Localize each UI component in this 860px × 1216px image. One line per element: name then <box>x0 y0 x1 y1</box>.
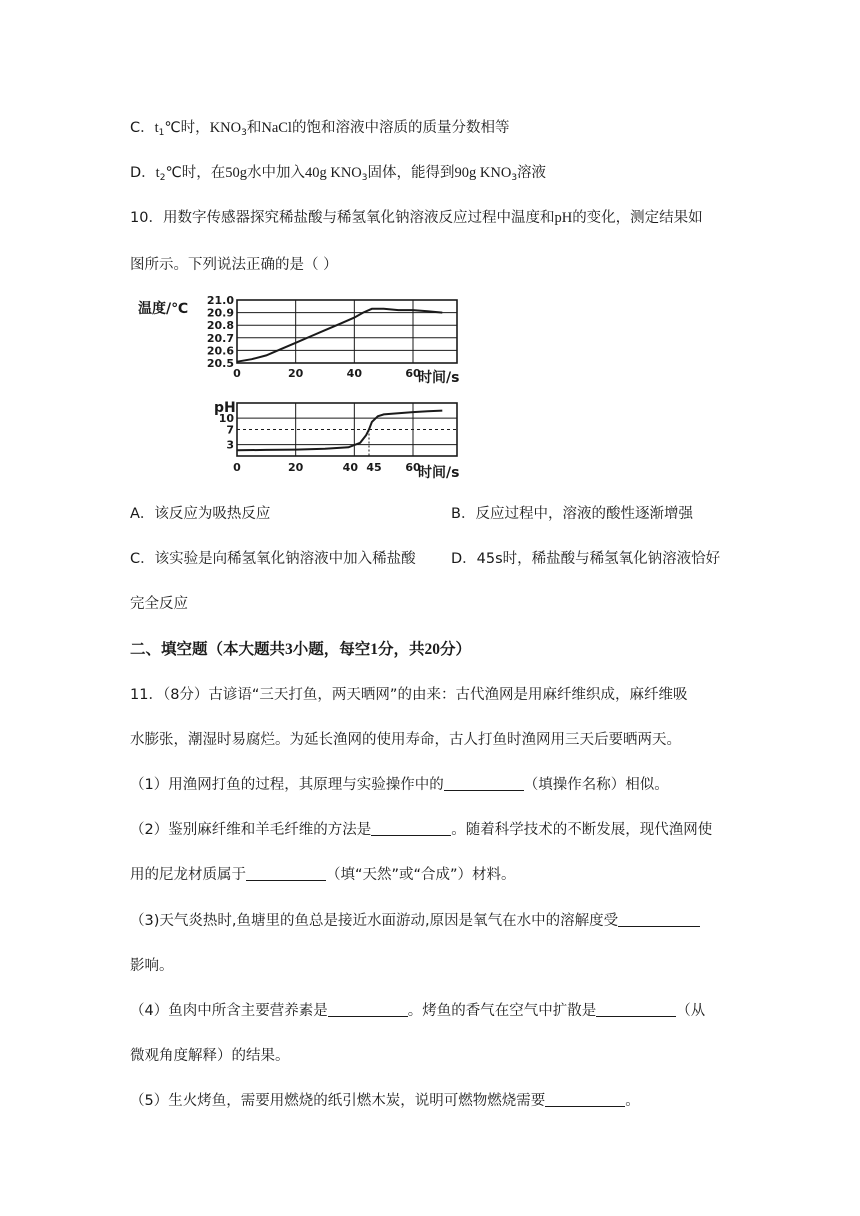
section-heading <box>130 637 471 659</box>
subscript: 3 <box>361 173 368 183</box>
text: 的饱和溶液中溶质的质量分数相等 <box>291 120 510 136</box>
temperature-x-tick-label: 0 <box>233 367 241 380</box>
text: 。烤鱼的香气在空气中扩散是 <box>407 1003 597 1019</box>
answer-blank[interactable] <box>444 776 524 791</box>
text: 。 <box>625 1093 640 1109</box>
ph-x-axis-label: 时间/s <box>418 465 460 481</box>
temperature-symbol: t <box>154 120 159 136</box>
text: （1）用渔网打鱼的过程，其原理与实验操作中的 <box>130 777 444 793</box>
ph-chart <box>214 400 459 481</box>
question-11-part4-cont: 微观角度解释）的结果。 <box>130 1048 290 1064</box>
text: 二、填空题（本大题共 <box>130 640 286 658</box>
text: 固体，能得到 <box>367 165 455 181</box>
formula: pH <box>554 210 573 226</box>
temperature-x-ticks <box>233 367 421 380</box>
text: （3)天气炎热时,鱼塘里的鱼总是接近水面游动,原因是氧气在水中的溶解度受 <box>130 913 619 929</box>
question-11-part2-cont <box>130 863 516 884</box>
option-b: B．反应过程中，溶液的酸性逐渐增强 <box>451 506 693 522</box>
text: 小题，每空 <box>292 640 371 658</box>
option-label: C． <box>130 120 155 136</box>
question-10-stem-line2: 图所示。下列说法正确的是（ ） <box>130 257 338 273</box>
temperature-x-tick-label: 20 <box>288 367 304 380</box>
question-10-stem-line1 <box>130 206 703 227</box>
ph-x-tick-label: 20 <box>288 461 304 474</box>
temperature-x-axis-label: 时间/s <box>418 370 460 386</box>
temperature-x-tick-label: 60 <box>405 367 421 380</box>
option-d-continued: 完全反应 <box>130 596 188 612</box>
temperature-y-tick-label: 20.6 <box>206 344 234 358</box>
text: 分，共 <box>378 640 425 658</box>
text: 水中加入 <box>246 165 305 181</box>
option-a: A．该反应为吸热反应 <box>130 506 271 522</box>
answer-blank[interactable] <box>596 1002 676 1017</box>
ph-x-tick-label: 45 <box>366 461 382 474</box>
temperature-symbol: t <box>155 165 160 181</box>
formula: 40g KNO <box>304 165 362 181</box>
number: 20 <box>424 641 441 658</box>
temperature-y-tick-label: 20.5 <box>206 357 234 370</box>
ph-y-tick-label: 3 <box>226 438 234 452</box>
subscript: 3 <box>241 128 247 138</box>
text: ℃时，在 <box>165 165 226 181</box>
number: 3 <box>285 641 293 658</box>
question-11-part3 <box>130 909 700 930</box>
question-11-part2 <box>130 818 712 839</box>
text: （填“天然”或“合成”）材料。 <box>326 867 516 883</box>
temperature-y-axis-label: 温度/℃ <box>138 301 189 317</box>
subscript: 2 <box>159 173 166 183</box>
temperature-y-ticks <box>207 294 234 370</box>
temperature-y-tick-label: 20.9 <box>206 306 234 320</box>
text: 10．用数字传感器探究稀盐酸与稀氢氧化钠溶液反应过程中温度和 <box>130 210 555 226</box>
temperature-x-tick-label: 40 <box>346 367 362 380</box>
question-11-part4 <box>130 999 705 1020</box>
text: ℃时， <box>164 120 210 136</box>
text: 的变化，测定结果如 <box>572 210 703 226</box>
temperature-chart <box>138 294 459 386</box>
q10-figure <box>130 288 490 483</box>
formula: NaCl <box>261 120 292 136</box>
question-11-intro-line1: 11．（8分）古谚语“三天打鱼，两天晒网”的由来：古代渔网是用麻纤维织成，麻纤维吸 <box>130 687 688 703</box>
formula: 90g KNO <box>454 165 512 181</box>
option-c-prev <box>130 116 509 138</box>
option-c: C．该实验是向稀氢氧化钠溶液中加入稀盐酸 <box>130 551 416 567</box>
question-11-part5 <box>130 1089 640 1110</box>
formula: KNO <box>209 120 242 136</box>
ph-x-tick-label: 40 <box>342 461 358 474</box>
text: 用的尼龙材质属于 <box>130 867 246 883</box>
text: 和 <box>246 120 262 136</box>
temperature-series-line <box>237 309 442 362</box>
answer-blank[interactable] <box>545 1092 625 1107</box>
text: （4）鱼肉中所含主要营养素是 <box>130 1003 328 1019</box>
question-11-intro-line2: 水膨张，潮湿时易腐烂。为延长渔网的使用寿命，古人打鱼时渔网用三天后要晒两天。 <box>130 732 681 748</box>
option-d-prev <box>130 161 546 183</box>
text: （从 <box>676 1003 706 1019</box>
subscript: 1 <box>158 128 165 138</box>
temperature-y-tick-label: 20.8 <box>206 319 234 333</box>
ph-y-tick-label: 10 <box>218 412 234 426</box>
option-d: D．45s时，稀盐酸与稀氢氧化钠溶液恰好 <box>451 551 721 567</box>
text: （2）鉴别麻纤维和羊毛纤维的方法是 <box>130 822 372 838</box>
ph-x-tick-label: 60 <box>405 461 421 474</box>
text: 分） <box>440 640 472 658</box>
text: （填操作名称）相似。 <box>523 777 669 793</box>
answer-blank[interactable] <box>618 912 700 927</box>
text: 溶液 <box>517 165 547 181</box>
text: （5）生火烤鱼，需要用燃烧的纸引燃木炭，说明可燃物燃烧需要 <box>130 1093 546 1109</box>
ph-x-tick-label: 0 <box>233 461 241 474</box>
question-11-part1 <box>130 773 669 794</box>
subscript: 3 <box>511 173 518 183</box>
text: 。随着科学技术的不断发展，现代渔网使 <box>451 822 713 838</box>
answer-blank[interactable] <box>246 866 326 881</box>
answer-blank[interactable] <box>328 1002 408 1017</box>
ph-y-ticks <box>219 412 235 452</box>
number: 1 <box>370 641 379 658</box>
ph-x-ticks <box>233 461 421 474</box>
quantity: 50g <box>225 165 247 181</box>
ph-y-axis-label: pH <box>214 400 236 416</box>
option-label: D． <box>130 165 156 181</box>
ph-y-tick-label: 7 <box>226 423 234 437</box>
temperature-y-tick-label: 20.7 <box>206 331 234 345</box>
answer-blank[interactable] <box>371 821 451 836</box>
temperature-y-tick-label: 21.0 <box>206 294 234 307</box>
question-11-part3-cont: 影响。 <box>130 958 174 974</box>
